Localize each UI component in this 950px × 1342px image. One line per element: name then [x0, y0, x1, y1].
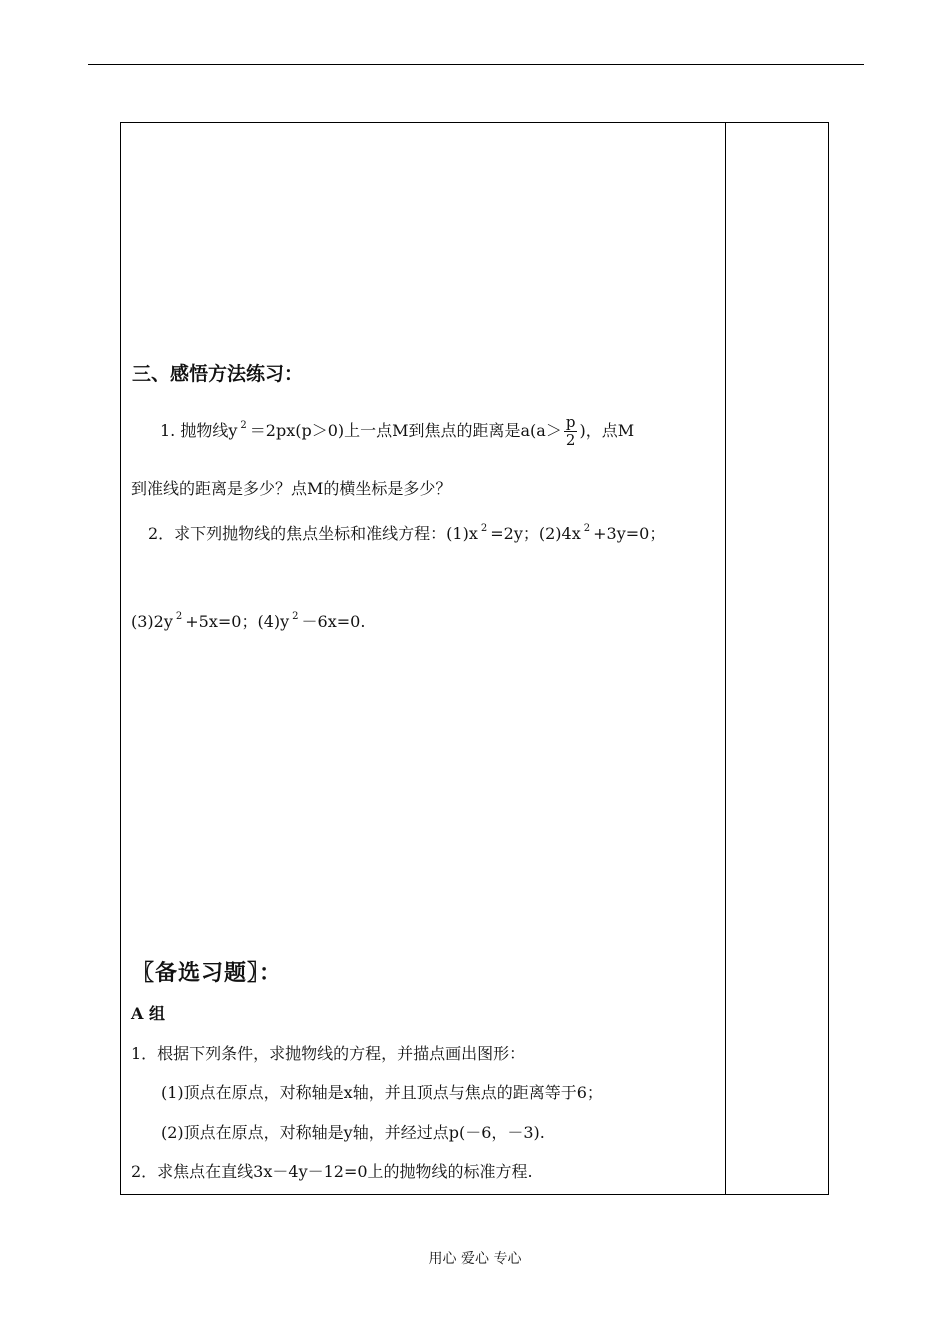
content-table — [120, 122, 829, 1195]
exercise-1: 1. 抛物线y $^2$ ＝2px(p＞0)上一点M到焦点的距离是a(a＞ $\frac{p}{2}$ )，点M — [160, 413, 635, 449]
fraction-p-over-2: $\frac{p}{2}$ — [565, 413, 576, 449]
optional-q1-part2: (2)顶点在原点，对称轴是y轴，并经过点p(－6，－3). — [161, 1123, 545, 1142]
table-column-divider — [725, 122, 726, 1195]
optional-q1-part1: (1)顶点在原点，对称轴是x轴，并且顶点与焦点的距离等于6； — [161, 1083, 603, 1102]
exercise-2-continued: (3)2y $^2$ +5x=0；(4)y $^2$ －6x=0. — [131, 611, 366, 631]
page-footer: 用心 爱心 专心 — [428, 1251, 522, 1267]
group-a-label: A 组 — [131, 1004, 165, 1023]
optional-exercises-heading: 〖备选习题〗： — [132, 960, 283, 986]
exercise-2: 2．求下列抛物线的焦点坐标和准线方程：(1)x $^2$ =2y；(2)4x $^2$ +3y=0； — [148, 523, 666, 543]
section-heading: 三、感悟方法练习： — [132, 363, 304, 385]
optional-q2: 2．求焦点在直线3x－4y－12=0上的抛物线的标准方程. — [131, 1162, 533, 1181]
optional-q1: 1．根据下列条件，求抛物线的方程，并描点画出图形： — [131, 1044, 526, 1063]
header-rule — [88, 64, 864, 65]
exercise-1-continued: 到准线的距离是多少？点M的横坐标是多少？ — [131, 479, 452, 498]
